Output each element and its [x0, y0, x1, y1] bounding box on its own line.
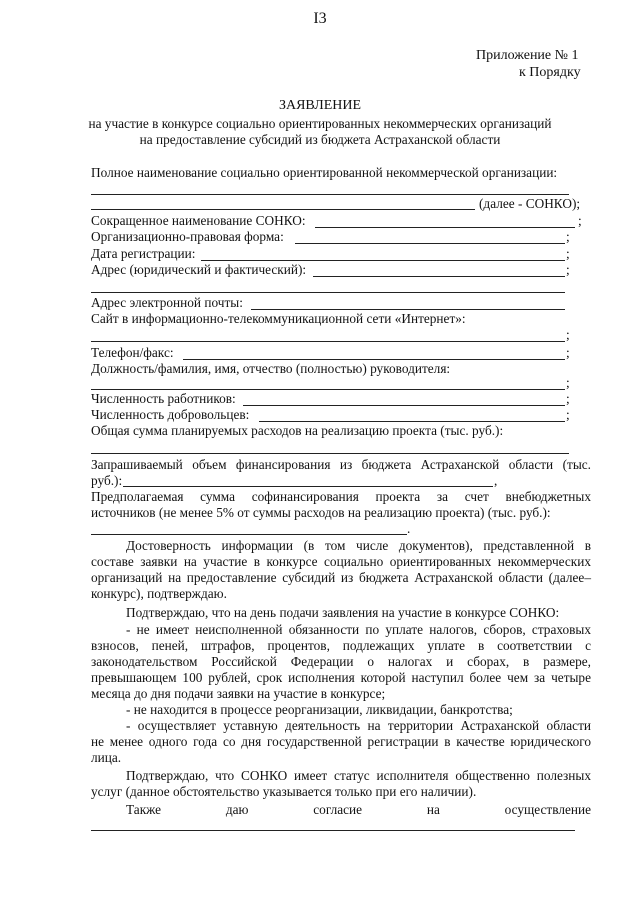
comma: , [494, 473, 498, 488]
full-name-suffix: (далее - СОНКО); [479, 196, 581, 211]
requested-label-line2: руб.): [91, 473, 123, 488]
head-line [91, 389, 565, 390]
employees-label: Численность работников: [91, 391, 236, 406]
bullet-1-line1: - не имеет неисполненной обязанности по уплате налогов, сборов, страховых [126, 622, 591, 637]
bullet-1-line3: законодательством Российской Федерации о налогах и сборах, в размере, [91, 654, 591, 669]
cofin-label-line1: Предполагаемая сумма софинансирования проекта за счет внебюджетных [91, 489, 591, 504]
appendix-line2: к Порядку [519, 65, 581, 80]
full-name-label: Полное наименование социально ориентированной некоммерческой организации: [91, 165, 558, 180]
bullet-1-line5: месяца до дня подачи заявки на участие в конкурсе; [91, 686, 386, 701]
address-label: Адрес (юридический и фактический): [91, 262, 307, 277]
semicolon: ; [566, 229, 570, 244]
paragraph-1-line3: организаций на предоставление субсидий из бюджета Астраханской области (далее– [91, 570, 591, 585]
semicolon: ; [566, 327, 570, 342]
short-name-label: Сокращенное наименование СОНКО: [91, 213, 306, 228]
phone-line [183, 359, 565, 360]
semicolon: ; [566, 345, 570, 360]
reg-date-label: Дата регистрации: [91, 246, 196, 261]
employees-line [243, 405, 565, 406]
volunteers-label: Численность добровольцев: [91, 407, 250, 422]
semicolon: ; [566, 262, 570, 277]
semicolon: ; [578, 213, 582, 228]
requested-label-line1: Запрашиваемый объем финансирования из бюджета Астраханской области (тыс. [91, 457, 591, 472]
semicolon: ; [566, 246, 570, 261]
paragraph-3-line2: услуг (данное обстоятельство указывается только при его наличии). [91, 784, 477, 799]
paragraph-1-line2: составе заявки на участие в конкурсе социально ориентированных некоммерческих [91, 554, 591, 569]
appendix-line1: Приложение № 1 [476, 48, 579, 63]
legal-form-line [295, 243, 565, 244]
paragraph-2: Подтверждаю, что на день подачи заявления на участие в конкурсе СОНКО: [126, 605, 560, 620]
paragraph-4-line [91, 830, 575, 831]
bullet-3-line1: - осуществляет уставную деятельность на территории Астраханской области [126, 718, 591, 733]
paragraph-1-line4: конкурс), подтверждаю. [91, 586, 227, 601]
address-line-2 [91, 292, 565, 293]
document-subtitle-1: на участие в конкурсе социально ориентированных некоммерческих организаций [88, 116, 552, 131]
document-title: ЗАЯВЛЕНИЕ [278, 98, 362, 113]
cofin-label-line2: источников (не менее 5% от суммы расходов на реализацию проекта) (тыс. руб.): [91, 505, 551, 520]
short-name-line [315, 227, 575, 228]
email-label: Адрес электронной почты: [91, 295, 243, 310]
semicolon: ; [566, 391, 570, 406]
semicolon: ; [566, 407, 570, 422]
legal-form-label: Организационно-правовая форма: [91, 229, 284, 244]
bullet-3-line3: лица. [91, 750, 122, 765]
paragraph-1-line1: Достоверность информации (в том числе документов), представленной в [126, 538, 591, 553]
full-name-line-2 [91, 209, 475, 210]
bullet-2: - не находится в процессе реорганизации, ликвидации, банкротства; [126, 702, 513, 717]
phone-label: Телефон/факс: [91, 345, 174, 360]
volunteers-line [259, 421, 565, 422]
bullet-3-line2: не менее одного года со дня государственной регистрации в качестве юридического [91, 734, 591, 749]
requested-line [123, 486, 493, 487]
email-line [251, 309, 565, 310]
head-label: Должность/фамилия, имя, отчество (полностью) руководителя: [91, 361, 451, 376]
bullet-1-line2: взносов, пеней, штрафов, процентов, подлежащих уплате в соответствии с [91, 638, 591, 653]
total-cost-label: Общая сумма планируемых расходов на реализацию проекта (тыс. руб.): [91, 423, 504, 438]
page-number: I3 [313, 10, 327, 27]
full-name-line-1 [91, 194, 569, 195]
paragraph-3-line1: Подтверждаю, что СОНКО имеет статус исполнителя общественно полезных [126, 768, 591, 783]
total-cost-line [91, 453, 569, 454]
paragraph-4-line1: Также даю согласие на осуществление [126, 802, 591, 817]
website-line [91, 341, 565, 342]
document-subtitle-2: на предоставление субсидий из бюджета Астраханской области [139, 132, 501, 147]
address-line-1 [313, 276, 565, 277]
period: . [407, 521, 411, 536]
website-label: Сайт в информационно-телекоммуникационной сети «Интернет»: [91, 311, 466, 326]
cofin-line [91, 534, 407, 535]
semicolon: ; [566, 375, 570, 390]
reg-date-line [201, 260, 565, 261]
bullet-1-line4: превышающем 100 рублей, срок исполнения которой наступил более чем за четыре [91, 670, 591, 685]
